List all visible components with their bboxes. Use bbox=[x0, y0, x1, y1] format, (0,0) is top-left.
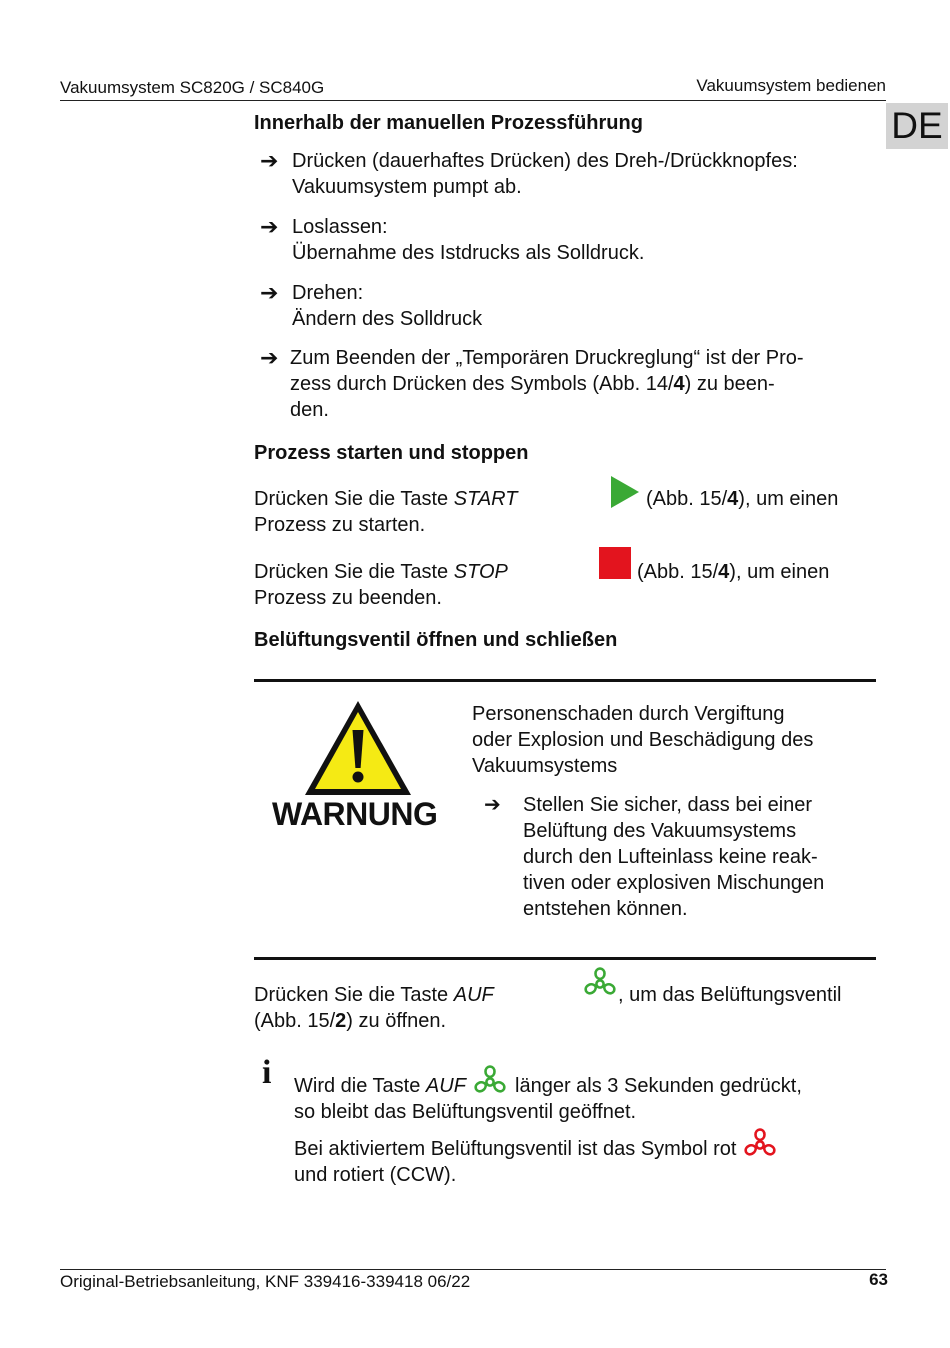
arrow-right-icon: ➔ bbox=[484, 794, 501, 816]
heading-manual-process: Innerhalb der manuellen Prozessführung bbox=[254, 112, 643, 134]
footer-divider bbox=[60, 1269, 886, 1270]
warning-text: Vakuumsystems bbox=[472, 755, 618, 777]
arrow-right-icon: ➔ bbox=[260, 280, 279, 305]
warning-text: entstehen können. bbox=[523, 898, 688, 920]
list-item bbox=[254, 148, 884, 200]
list-item bbox=[254, 280, 884, 332]
play-icon bbox=[610, 475, 640, 509]
item-text: ) zu been- bbox=[684, 373, 775, 395]
warning-measure bbox=[472, 792, 872, 922]
key-name-auf: AUF bbox=[425, 1075, 466, 1097]
key-name-auf: AUF bbox=[453, 984, 494, 1006]
instruction-text: ), um einen bbox=[738, 488, 839, 510]
instruction-text: (Abb. 15/ bbox=[254, 1010, 336, 1032]
stop-icon bbox=[599, 547, 631, 579]
item-text: Drehen: bbox=[292, 282, 364, 304]
header-document-title: Vakuumsystem SC820G / SC840G bbox=[60, 78, 325, 97]
list-item bbox=[254, 214, 884, 266]
item-text: Loslassen: bbox=[292, 216, 388, 238]
info-text: Wird die Taste bbox=[294, 1075, 426, 1097]
heading-vent-valve: Belüftungsventil öffnen und schließen bbox=[254, 629, 618, 651]
instruction-text: Drücken Sie die Taste bbox=[254, 984, 454, 1006]
warning-description bbox=[472, 701, 872, 779]
fan-icon bbox=[472, 1064, 508, 1098]
figure-ref-number: 4 bbox=[718, 561, 730, 583]
auf-instruction bbox=[254, 982, 884, 1034]
figure-ref-number: 2 bbox=[335, 1010, 347, 1032]
header-divider bbox=[60, 100, 886, 101]
page-number: 63 bbox=[869, 1270, 888, 1289]
warning-top-rule bbox=[254, 679, 876, 682]
item-text: Übernahme des Istdrucks als Solldruck. bbox=[292, 242, 645, 264]
item-text: Vakuumsystem pumpt ab. bbox=[292, 176, 522, 198]
instruction-text: (Abb. 15/ bbox=[637, 561, 719, 583]
figure-ref-number: 4 bbox=[727, 488, 739, 510]
warning-label: WARNUNG bbox=[272, 796, 438, 832]
key-name-stop: STOP bbox=[453, 561, 508, 583]
arrow-right-icon: ➔ bbox=[260, 214, 279, 239]
info-text: so bleibt das Belüftungsventil geöffnet. bbox=[294, 1101, 637, 1123]
warning-text: durch den Lufteinlass keine reak- bbox=[523, 846, 818, 868]
info-icon: i bbox=[262, 1054, 272, 1091]
info-text: Bei aktiviertem Belüftungsventil ist das Symbol rot bbox=[294, 1138, 737, 1160]
instruction-text: ), um einen bbox=[729, 561, 830, 583]
item-text: Drücken (dauerhaftes Drücken) des Dreh-/Drückknopfes: bbox=[292, 150, 798, 172]
item-text: Zum Beenden der „Temporären Druckreglung“ ist der Pro- bbox=[290, 347, 804, 369]
warning-text: Personenschaden durch Vergiftung bbox=[472, 703, 785, 725]
info-note bbox=[294, 1064, 884, 1125]
fan-icon bbox=[742, 1127, 778, 1161]
instruction-text: ) zu öffnen. bbox=[346, 1010, 446, 1032]
warning-text: oder Explosion und Beschädigung des bbox=[472, 729, 814, 751]
instruction-text: Prozess zu beenden. bbox=[254, 587, 442, 609]
instruction-text: , um das Belüftungsventil bbox=[618, 984, 842, 1006]
key-name-start: START bbox=[453, 488, 518, 510]
footer-document-id: Original-Betriebsanleitung, KNF 339416-339418 06/22 bbox=[60, 1272, 471, 1291]
fan-icon bbox=[582, 966, 618, 1000]
warning-text: tiven oder explosiven Mischungen bbox=[523, 872, 825, 894]
instruction-text: Drücken Sie die Taste bbox=[254, 488, 454, 510]
instruction-text: (Abb. 15/ bbox=[646, 488, 728, 510]
heading-process-start-stop: Prozess starten und stoppen bbox=[254, 442, 529, 464]
info-text: länger als 3 Sekunden gedrückt, bbox=[509, 1075, 802, 1097]
info-text: und rotiert (CCW). bbox=[294, 1164, 457, 1186]
info-note-vent-active bbox=[294, 1127, 884, 1188]
language-tab: DE bbox=[886, 103, 948, 149]
instruction-text: Prozess zu starten. bbox=[254, 514, 426, 536]
list-item bbox=[254, 345, 884, 423]
item-text: zess durch Drücken des Symbols (Abb. 14/ bbox=[290, 373, 674, 395]
instruction-text: Drücken Sie die Taste bbox=[254, 561, 454, 583]
warning-bottom-rule bbox=[254, 957, 876, 960]
item-text: Ändern des Solldruck bbox=[292, 308, 483, 330]
warning-text: Belüftung des Vakuumsystems bbox=[523, 820, 797, 842]
figure-ref-number: 4 bbox=[673, 373, 685, 395]
header-chapter-title: Vakuumsystem bedienen bbox=[696, 76, 886, 95]
warning-text: Stellen Sie sicher, dass bei einer bbox=[523, 794, 813, 816]
start-instruction bbox=[254, 486, 884, 538]
stop-instruction bbox=[254, 559, 884, 611]
item-text: den. bbox=[290, 399, 329, 421]
arrow-right-icon: ➔ bbox=[260, 148, 279, 173]
arrow-right-icon: ➔ bbox=[260, 345, 279, 370]
warning-triangle-icon bbox=[302, 698, 414, 798]
